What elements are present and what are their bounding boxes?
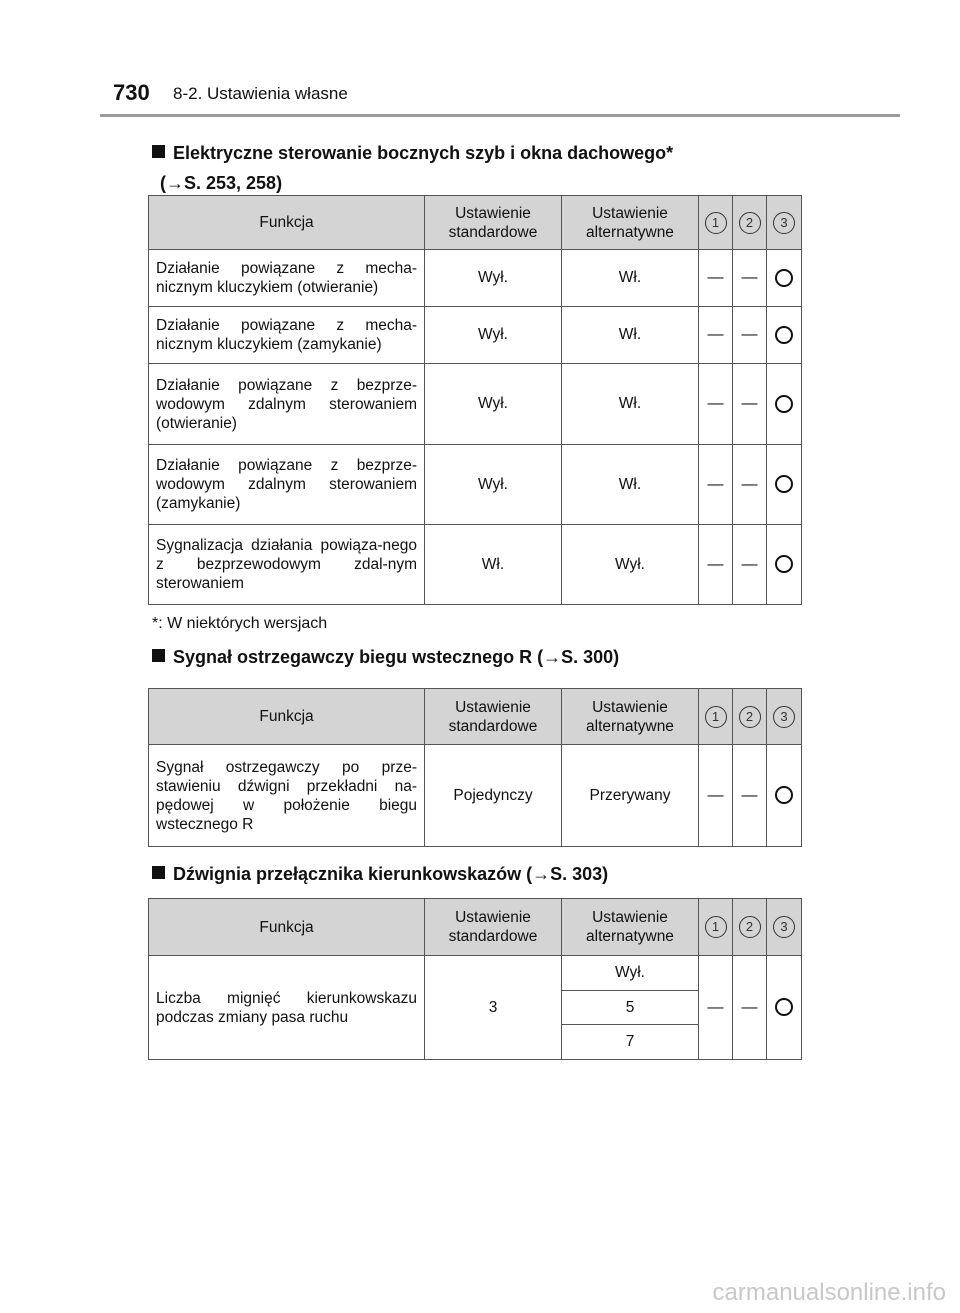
footnote: *: W niektórych wersjach [152,615,328,632]
table-reverse [148,688,802,847]
section-title-line2: (→S. 253, 258) [160,173,283,193]
row-function: Działanie powiązane z bezprze-wodowym zdalnym sterowaniem (zamykanie) [156,457,417,512]
dash-mark: — [699,445,733,525]
row-standard: Wył. [425,364,562,445]
table-row [149,307,802,364]
table-row [149,364,802,445]
dash-mark: — [699,307,733,364]
number-2-icon: 2 [739,212,761,234]
dash-mark: — [699,525,733,605]
table-header-row [149,196,802,250]
square-bullet-icon [152,649,165,662]
header-standard: Ustawienie standardowe [425,899,562,956]
header-divider [100,114,900,117]
row-standard: 3 [425,956,562,1060]
number-3-icon: 3 [773,916,795,938]
table-header-row [149,689,802,745]
number-1-icon: 1 [705,212,727,234]
section-title-text: Sygnał ostrzegawczy biegu wstecznego R (→S. 300) [173,647,620,667]
header-function: Funkcja [149,196,425,250]
table-row [149,956,802,991]
row-function: Sygnał ostrzegawczy po prze-stawieniu dźwigni przekładni na-pędowej w położenie biegu wstecznego R [156,758,417,833]
row-function: Działanie powiązane z mecha-nicznym kluczykiem (otwieranie) [156,260,417,296]
table-turn-signal [148,898,802,1060]
dash-mark: — [699,364,733,445]
dash-mark: — [733,745,767,847]
row-function: Liczba mignięć kierunkowskazu podczas zmiany pasa ruchu [156,989,417,1026]
dash-mark: — [699,745,733,847]
section-title-reverse [152,642,619,672]
table-row [149,250,802,307]
row-alternative: Wył. [562,956,699,991]
header-standard: Ustawienie standardowe [425,196,562,250]
table-row [149,445,802,525]
watermark: carmanualsonline.info [712,1279,946,1306]
circle-mark-icon [775,555,793,573]
square-bullet-icon [152,866,165,879]
row-function: Działanie powiązane z bezprze-wodowym zdalnym sterowaniem (otwieranie) [156,376,417,432]
section-title-turn-signal [152,859,608,889]
circle-mark-icon [775,326,793,344]
table-windows [148,195,802,605]
row-alternative: Wł. [562,250,699,307]
row-alternative: Wł. [562,364,699,445]
number-3-icon: 3 [773,706,795,728]
dash-mark: — [733,445,767,525]
dash-mark: — [733,525,767,605]
row-alternative: Wył. [562,525,699,605]
table-header-row [149,899,802,956]
header-alternative: Ustawienie alternatywne [562,899,699,956]
dash-mark: — [733,364,767,445]
number-1-icon: 1 [705,916,727,938]
chapter-title: 8-2. Ustawienia własne [173,84,348,103]
row-function: Działanie powiązane z mecha-nicznym kluczykiem (zamykanie) [156,317,417,353]
header-alternative: Ustawienie alternatywne [562,196,699,250]
row-alternative: 5 [562,991,699,1025]
dash-mark: — [699,250,733,307]
row-standard: Wył. [425,445,562,525]
circle-mark-icon [775,475,793,493]
dash-mark: — [733,250,767,307]
section-title-windows [152,138,673,198]
section-title-line1: Elektryczne sterowanie bocznych szyb i okna dachowego* [173,143,674,163]
number-1-icon: 1 [705,706,727,728]
header-function: Funkcja [149,899,425,956]
table-row [149,745,802,847]
dash-mark: — [699,956,733,1060]
header-alternative: Ustawienie alternatywne [562,689,699,745]
circle-mark-icon [775,395,793,413]
row-alternative: Wł. [562,307,699,364]
row-function: Sygnalizacja działania powiąza-nego z bezprzewodowym zdal-nym sterowaniem [156,537,417,592]
row-alternative: Wł. [562,445,699,525]
circle-mark-icon [775,269,793,287]
row-alternative: Przerywany [562,745,699,847]
header-standard: Ustawienie standardowe [425,689,562,745]
dash-mark: — [733,307,767,364]
row-standard: Pojedynczy [425,745,562,847]
circle-mark-icon [775,786,793,804]
circle-mark-icon [775,998,793,1016]
dash-mark: — [733,956,767,1060]
row-alternative: 7 [562,1025,699,1060]
table-row [149,525,802,605]
page-number: 730 [113,80,150,105]
header-function: Funkcja [149,689,425,745]
number-3-icon: 3 [773,212,795,234]
section-title-text: Dźwignia przełącznika kierunkowskazów (→S. 303) [173,864,609,884]
number-2-icon: 2 [739,706,761,728]
row-standard: Wył. [425,307,562,364]
row-standard: Wył. [425,250,562,307]
square-bullet-icon [152,145,165,158]
number-2-icon: 2 [739,916,761,938]
row-standard: Wł. [425,525,562,605]
